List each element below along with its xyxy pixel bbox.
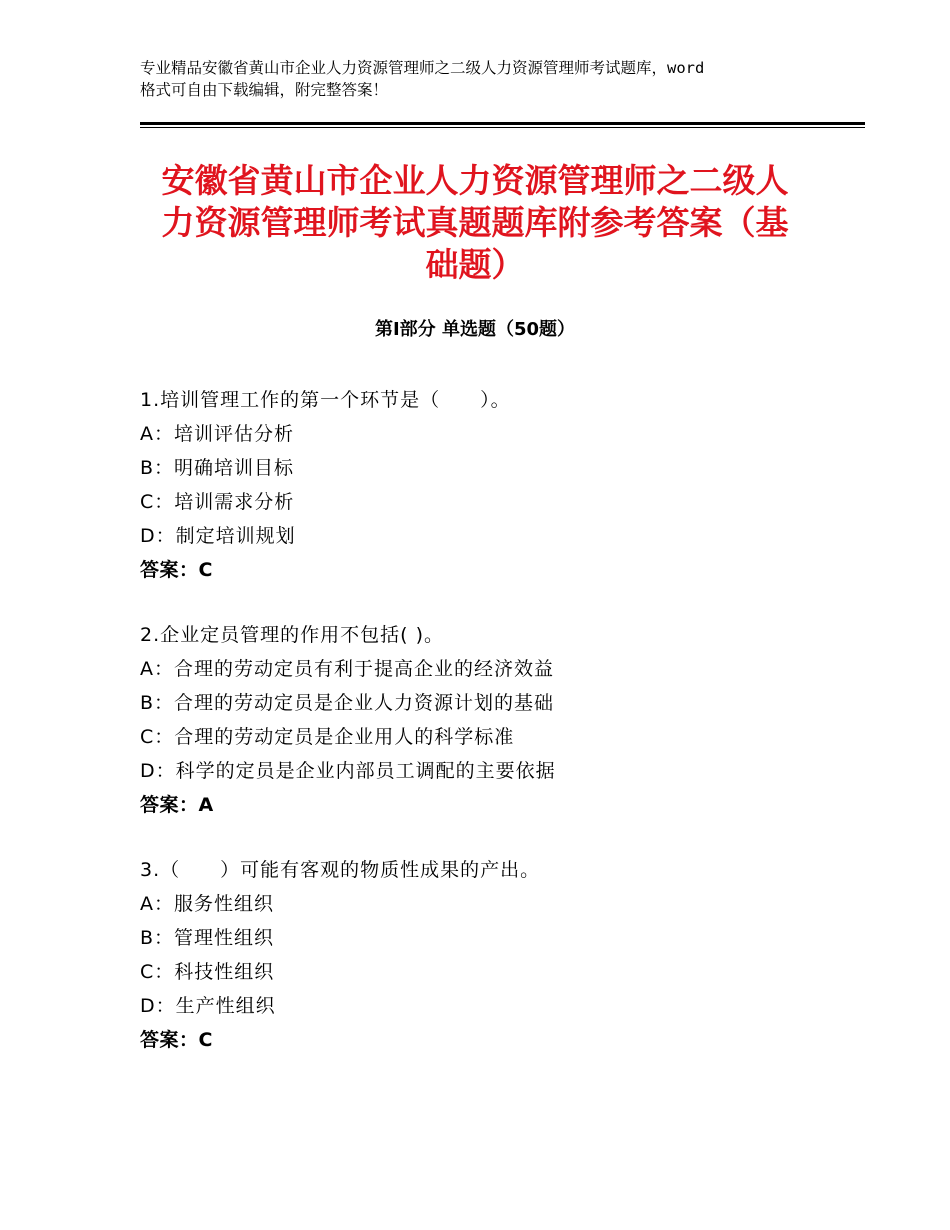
question-stem: 1.培训管理工作的第一个环节是（ ）。 [140,389,511,411]
option-b: B：管理性组织 [140,927,275,949]
header-note [140,57,830,101]
question-2 [140,618,840,822]
answer: 答案：C [140,559,213,581]
title-line-2: 力资源管理师考试真题题库附参考答案（基 [161,203,789,242]
header-divider-thin [140,127,865,128]
header-note-line-1: 专业精品安徽省黄山市企业人力资源管理师之二级人力资源管理师考试题库，word [140,59,705,77]
option-b: B：合理的劳动定员是企业人力资源计划的基础 [140,692,555,714]
question-stem: 2.企业定员管理的作用不包括( )。 [140,624,444,646]
title-line-3: 础题） [425,245,525,284]
answer: 答案：A [140,794,214,816]
option-c: C：培训需求分析 [140,491,295,513]
header-divider-thick [140,122,865,125]
section-title: 第Ⅰ部分 单选题（50题） [374,319,575,340]
option-c: C：科技性组织 [140,961,275,983]
question-list [140,383,840,1088]
option-d: D：科学的定员是企业内部员工调配的主要依据 [140,760,556,782]
option-b: B：明确培训目标 [140,457,295,479]
document-title [140,160,810,286]
option-c: C：合理的劳动定员是企业用人的科学标准 [140,726,515,748]
option-d: D：制定培训规划 [140,525,296,547]
title-line-1: 安徽省黄山市企业人力资源管理师之二级人 [161,161,789,200]
header-note-line-2: 格式可自由下载编辑，附完整答案！ [140,81,389,99]
option-a: A：合理的劳动定员有利于提高企业的经济效益 [140,658,554,680]
question-1 [140,383,840,587]
option-d: D：生产性组织 [140,995,276,1017]
option-a: A：服务性组织 [140,893,274,915]
question-stem: 3.（ ）可能有客观的物质性成果的产出。 [140,859,541,881]
option-a: A：培训评估分析 [140,423,294,445]
question-3 [140,853,840,1057]
answer: 答案：C [140,1029,213,1051]
